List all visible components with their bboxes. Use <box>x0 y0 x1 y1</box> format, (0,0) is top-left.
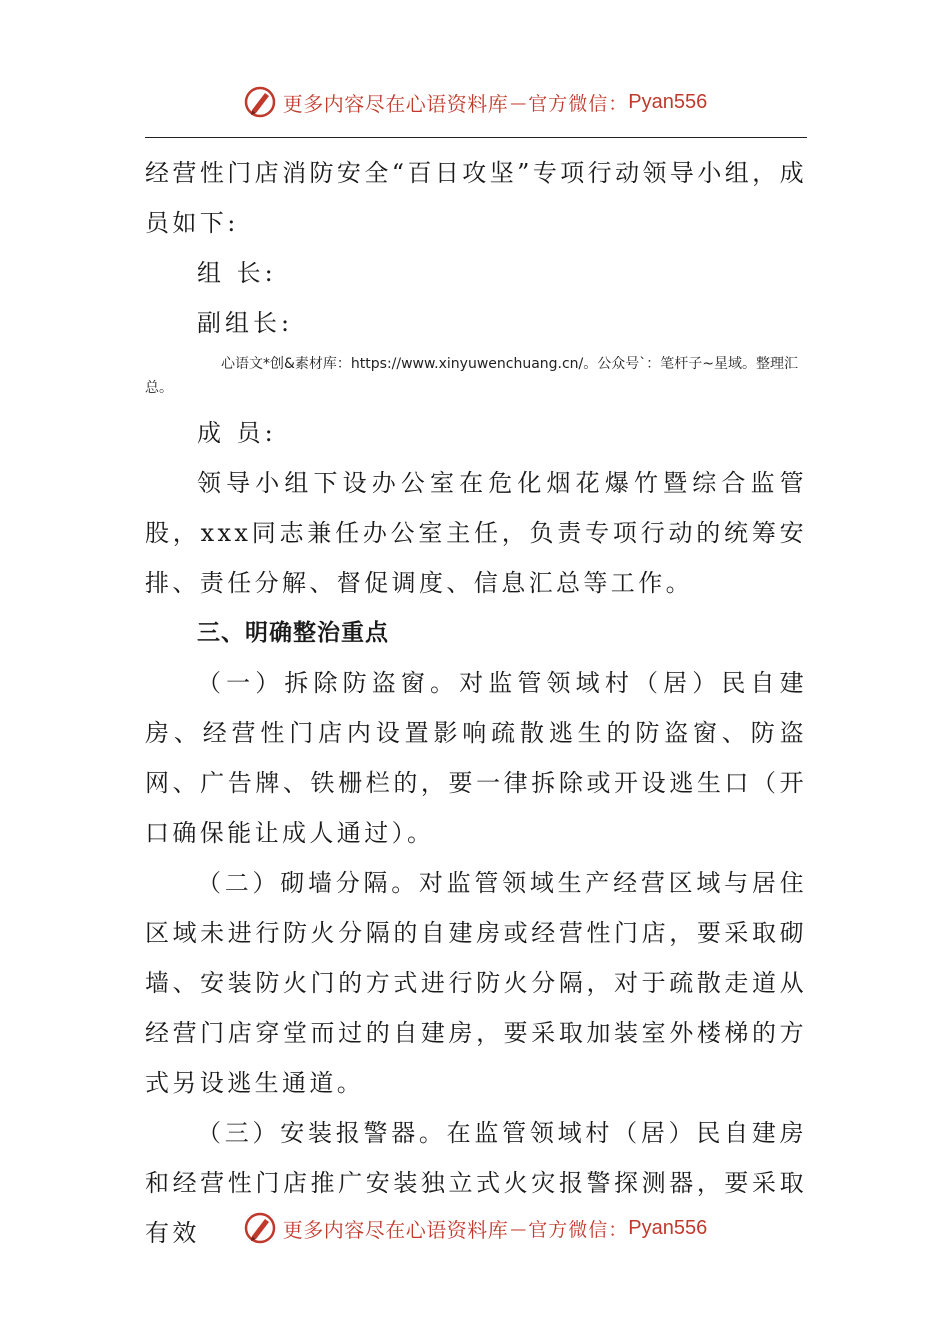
banner-text: 更多内容尽在心语资料库 <box>282 1217 509 1242</box>
members-line: 成 员: <box>197 419 277 447</box>
pen-logo-icon <box>243 85 277 119</box>
paragraph-leadership-group: 经营性门店消防安全“百日攻坚”专项行动领导小组，成员如下: <box>145 159 807 237</box>
banner-wechat-id: Pyan556 <box>628 90 708 113</box>
item-wall-separation: （二）砌墙分隔。对监管领域生产经营区域与居住区域未进行防火分隔的自建房或经营性门店，要采取砌墙、安装防火门的方式进行防火分隔，对于疏散走道从经营门店穿堂而过的自建房，要采取加装室外楼梯的方式另设逃生通道。 <box>145 869 807 1097</box>
document-body <box>145 148 807 1258</box>
banner-text: 更多内容尽在心语资料库 <box>282 91 509 116</box>
banner-dash: — <box>510 92 527 112</box>
banner-wechat-id: Pyan556 <box>628 1216 708 1239</box>
header-banner <box>0 82 950 122</box>
source-note: 心语文*创&素材库：https://www.xinyuwenchuang.cn/。公众号`：笔杆子~星域。整理汇总。 <box>145 356 799 396</box>
group-leader-line: 组 长: <box>197 259 277 287</box>
banner-dash: — <box>510 1218 527 1238</box>
section-heading-3: 三、明确整治重点 <box>197 620 389 646</box>
deputy-leader-line: 副组长: <box>197 309 294 337</box>
footer-banner <box>0 1208 950 1248</box>
paragraph-office: 领导小组下设办公室在危化烟花爆竹暨综合监管股，xxx同志兼任办公室主任，负责专项行动的统筹安排、责任分解、督促调度、信息汇总等工作。 <box>145 469 807 597</box>
pen-logo-icon <box>243 1211 277 1245</box>
banner-wechat-label: 官方微信： <box>528 1218 629 1241</box>
item-install-alarms: （三）安装报警器。在监管领域村（居）民自建房和经营性门店推广安装独立式火灾报警探测器，要采取有效 <box>145 1119 807 1247</box>
header-divider <box>145 137 807 138</box>
item-remove-security-windows: （一）拆除防盗窗。对监管领域村（居）民自建房、经营性门店内设置影响疏散逃生的防盗窗、防盗网、广告牌、铁栅栏的，要一律拆除或开设逃生口（开口确保能让成人通过）。 <box>145 669 807 847</box>
banner-wechat-label: 官方微信： <box>528 92 629 115</box>
